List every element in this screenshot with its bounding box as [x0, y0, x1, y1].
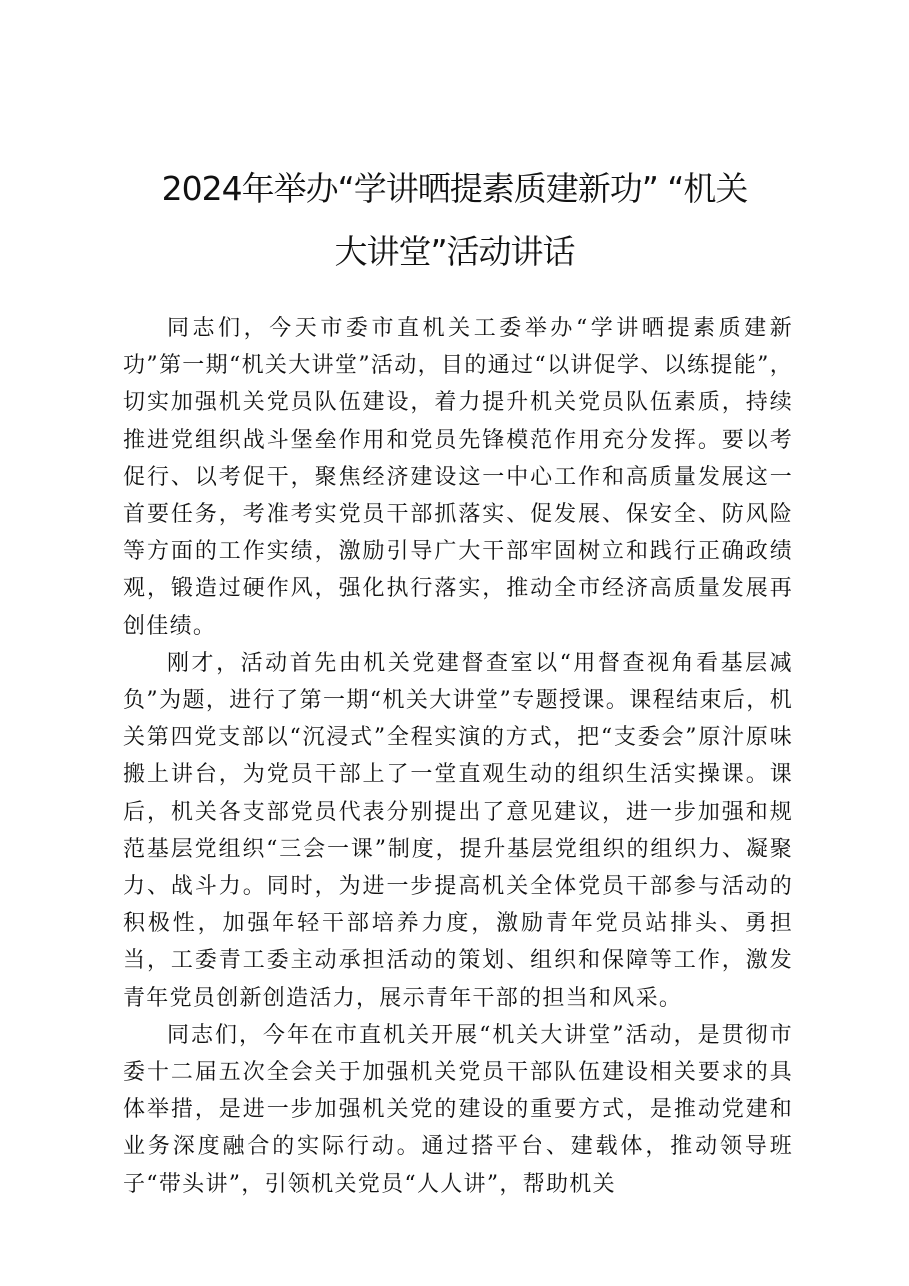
document-title-line-2: 大讲堂”活动讲话	[334, 232, 575, 271]
document-title-line-1: 2024年举办“学讲晒提素质建新功” “机关	[161, 169, 748, 208]
paragraph-3: 同志们，今年在市直机关开展“机关大讲堂”活动，是贯彻市委十二届五次全会关于加强机关党员干部队伍建设相关要求的具体举措，是进一步加强机关党的建设的重要方式，是推动党建和业务深度融合的实际行动。通过搭平台、建载体，推动领导班子“带头讲”，引领机关党员“人人讲”，帮助机关	[123, 1022, 793, 1197]
document-body	[123, 310, 793, 1203]
paragraph-2: 刚才，活动首先由机关党建督查室以“用督查视角看基层减负”为题，进行了第一期“机关大讲堂”专题授课。课程结束后，机关第四党支部以“沉浸式”全程实演的方式，把“支委会”原汁原味搬上讲台，为党员干部上了一堂直观生动的组织生活实操课。课后，机关各支部党员代表分别提出了意见建议，进一步加强和规范基层党组织“三会一课”制度，提升基层党组织的组织力、凝聚力、战斗力。同时，为进一步提高机关全体党员干部参与活动的积极性，加强年轻干部培养力度，激励青年党员站排头、勇担当，工委青工委主动承担活动的策划、组织和保障等工作，激发青年党员创新创造活力，展示青年干部的担当和风采。	[123, 650, 793, 1011]
paragraph-1: 同志们，今天市委市直机关工委举办“学讲晒提素质建新功”第一期“机关大讲堂”活动，目的通过“以讲促学、以练提能”，切实加强机关党员队伍建设，着力提升机关党员队伍素质，持续推进党组织战斗堡垒作用和党员先锋模范作用充分发挥。要以考促行、以考促干，聚焦经济建设这一中心工作和高质量发展这一首要任务，考准考实党员干部抓落实、促发展、保安全、防风险等方面的工作实绩，激励引导广大干部牢固树立和践行正确政绩观，锻造过硬作风，强化执行落实，推动全市经济高质量发展再创佳绩。	[123, 316, 793, 639]
